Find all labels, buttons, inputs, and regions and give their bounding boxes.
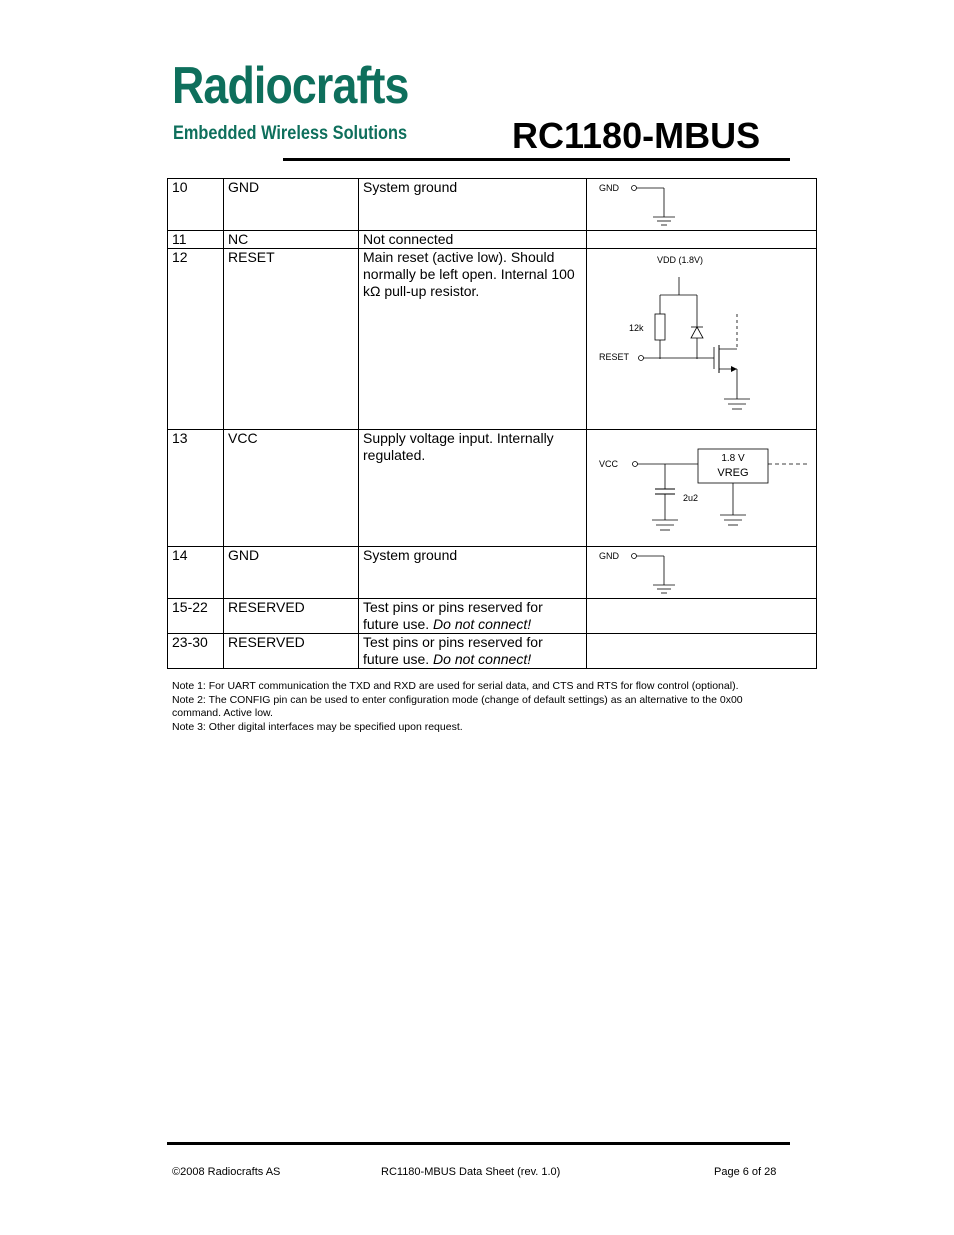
pin-description [359,634,587,669]
table-row [168,249,817,430]
document-title: RC1180-MBUS [512,115,761,156]
pin-description: System ground [359,179,587,231]
vreg-voltage: 1.8 V [721,453,745,464]
pin-description: Supply voltage input. Internally regulated. [359,430,587,547]
pin-description: Main reset (active low). Should normally be left open. Internal 100 kΩ pull-up resistor. [359,249,587,430]
warning-text: Do not connect! [433,651,532,667]
pin-description-table [167,178,817,669]
pin-number: 23-30 [168,634,224,669]
footer-page-number: Page 6 of 28 [714,1166,777,1178]
pin-number: 15-22 [168,599,224,634]
table-row [168,547,817,599]
pin-number: 10 [168,179,224,231]
gnd-schematic [587,547,817,599]
footer-doc-title: RC1180-MBUS Data Sheet (rev. 1.0) [381,1166,561,1178]
warning-text: Do not connect! [433,616,532,632]
pin-name: GND [224,547,359,599]
pin-description: System ground [359,547,587,599]
pin-name: GND [224,179,359,231]
pin-name: RESERVED [224,599,359,634]
vcc-label: VCC [599,459,619,469]
gnd-schematic [587,179,817,231]
pin-number: 13 [168,430,224,547]
note-3: Note 3: Other digital interfaces may be specified upon request. [172,720,463,733]
note-1: Note 1: For UART communication the TXD and RXD are used for serial data, and CTS and RTS for flow control (optional). [172,680,739,692]
pin-number: 14 [168,547,224,599]
reset-label: RESET [599,352,630,362]
pin-number: 11 [168,231,224,249]
company-tagline: Embedded Wireless Solutions [173,123,408,144]
gnd-label: GND [599,551,619,561]
footer-divider [167,1142,790,1145]
pin-name: RESERVED [224,634,359,669]
header-divider [283,158,790,161]
description-text: Test pins or pins reserved for future use. [363,599,543,632]
table-row [168,599,817,634]
pin-name: RESET [224,249,359,430]
resistor-label: 12k [629,323,644,333]
gnd-label: GND [599,183,619,193]
vdd-label: VDD (1.8V) [657,255,704,265]
pin-number: 12 [168,249,224,430]
table-row [168,231,817,249]
vreg-label: VREG [717,467,749,479]
pin-name: VCC [224,430,359,547]
vcc-schematic [587,430,817,547]
note-2: Note 2: The CONFIG pin can be used to enter configuration mode (change of default settings) as an alternative to the 0x00 command. Active low. [172,693,743,719]
pin-description: Not connected [359,231,587,249]
notes-section [172,680,772,734]
capacitor-label: 2u2 [683,493,699,503]
table-row [168,179,817,231]
pin-name: NC [224,231,359,249]
table-row [168,430,817,547]
reset-schematic [587,249,817,430]
footer-copyright: ©2008 Radiocrafts AS [172,1166,281,1178]
company-logo: Radiocrafts [172,57,409,115]
table-row [168,634,817,669]
description-text: Test pins or pins reserved for future use. [363,634,543,667]
pin-description [359,599,587,634]
